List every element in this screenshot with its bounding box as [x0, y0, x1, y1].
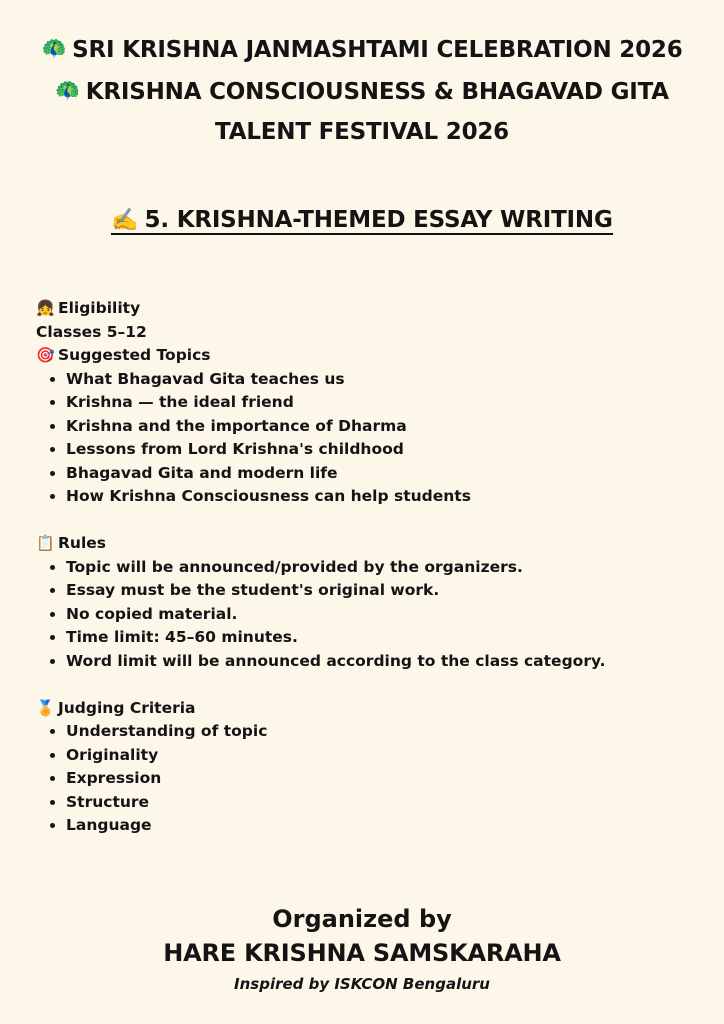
list-item: • Bhagavad Gita and modern life [66, 462, 696, 486]
organizer-name: HARE KRISHNA SAMSKARAHA [163, 939, 561, 967]
girl-icon: 👧 [36, 299, 55, 317]
list-item: • Lessons from Lord Krishna's childhood [66, 438, 696, 462]
page-footer [0, 902, 724, 998]
essay-details [36, 297, 696, 838]
eligibility-label: Eligibility [58, 299, 141, 317]
list-item: • Originality [66, 744, 696, 768]
list-item: • What Bhagavad Gita teaches us [66, 368, 696, 392]
list-item: • Expression [66, 767, 696, 791]
spacer [36, 509, 696, 533]
list-item: • How Krishna Consciousness can help students [66, 485, 696, 509]
list-item: • Topic will be announced/provided by the organizers. [66, 556, 696, 580]
peacock-feather-icon: 🦚 [55, 78, 80, 102]
clipboard-icon: 📋 [36, 534, 55, 552]
inspired-by-text: Inspired by ISKCON Bengaluru [234, 975, 490, 993]
list-item: • Essay must be the student's original work. [66, 579, 696, 603]
topics-list [36, 368, 696, 509]
rules-label: Rules [58, 534, 107, 552]
section-title-underlined [111, 207, 612, 235]
medal-icon: 🏅 [36, 698, 55, 717]
list-item: • Krishna — the ideal friend [66, 391, 696, 415]
page-header [0, 28, 724, 152]
list-item: • Language [66, 814, 696, 838]
list-item: • Understanding of topic [66, 720, 696, 744]
topics-heading [36, 344, 696, 368]
peacock-feather-icon: 🦚 [41, 36, 67, 60]
list-item: • Time limit: 45–60 minutes. [66, 626, 696, 650]
list-item: • Word limit will be announced according to the class category. [66, 650, 696, 674]
judging-heading [36, 697, 696, 721]
header-line-1 [0, 28, 724, 70]
section-title-text: 5. KRISHNA-THEMED ESSAY WRITING [144, 207, 613, 233]
organized-by-label: Organized by [272, 905, 452, 933]
list-item: • Krishna and the importance of Dharma [66, 415, 696, 439]
header-title-2: KRISHNA CONSCIOUSNESS & BHAGAVAD GITA [85, 79, 669, 105]
eligibility-heading [36, 297, 696, 321]
writing-hand-icon: ✍️ [111, 208, 139, 233]
header-line-3: TALENT FESTIVAL 2026 [215, 119, 509, 145]
header-line-2 [0, 70, 724, 112]
judging-list [36, 720, 696, 838]
spacer [36, 673, 696, 697]
list-item: • No copied material. [66, 603, 696, 627]
target-icon: 🎯 [36, 346, 55, 364]
topics-label: Suggested Topics [58, 346, 211, 364]
section-title [0, 202, 724, 239]
eligibility-value: Classes 5–12 [36, 322, 147, 341]
judging-label: Judging Criteria [58, 698, 196, 717]
header-title-1: SRI KRISHNA JANMASHTAMI CELEBRATION 2026 [72, 37, 683, 63]
list-item: • Structure [66, 791, 696, 815]
rules-list [36, 556, 696, 674]
rules-heading [36, 532, 696, 556]
